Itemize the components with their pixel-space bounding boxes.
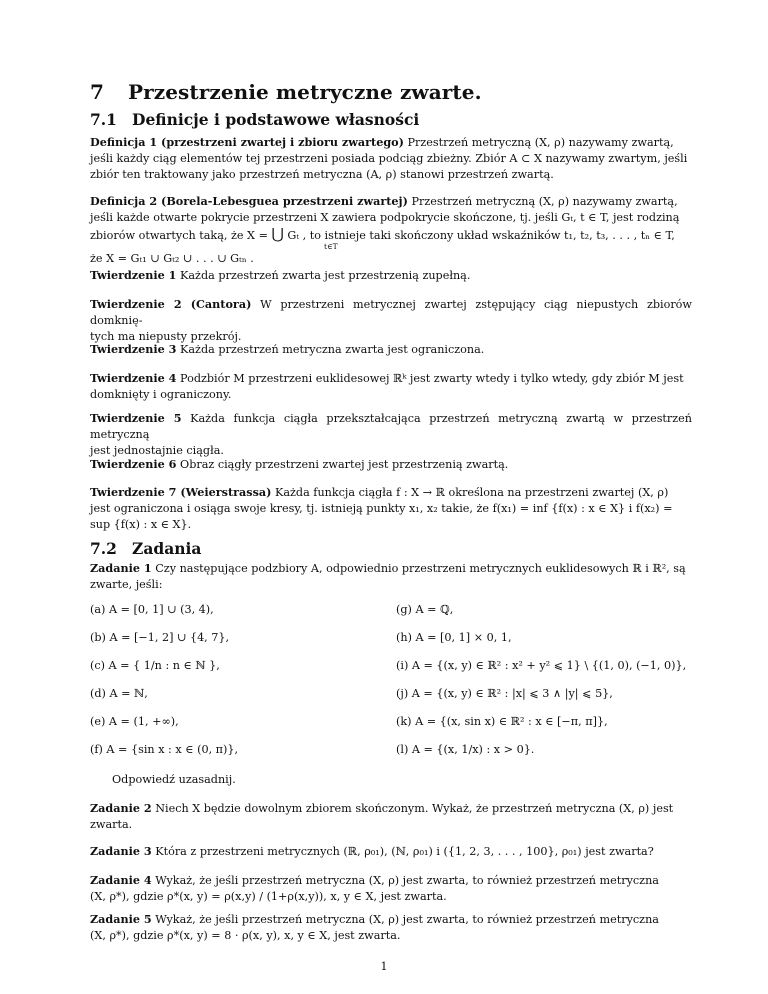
definition-1 [90,134,692,183]
definition-head: Definicja 1 (przestrzeni zwartej i zbioru zwartego) [90,135,404,149]
theorem-text: Każda funkcja ciągła przekształcająca przestrzeń metryczną zwartą w przestrzeń metryczną [90,412,692,441]
theorem-head: Twierdzenie 6 [90,457,177,471]
subsection-number: 7.1 [90,110,117,129]
theorem-text: Każda funkcja ciągła f : X → ℝ określona na przestrzeni zwartej (X, ρ) [275,486,669,499]
task-head: Zadanie 4 [90,873,152,887]
definition-text: zbiorów otwartych taką, że X = [90,229,268,242]
section-title: Przestrzenie metryczne zwarte. [128,80,482,104]
definition-text: jeśli każde otwarte pokrycie przestrzeni X zawiera podpokrycie skończone, tj. jeśli Gₜ, t ∈ T, jest rodziną [90,211,680,224]
definition-text: zbiór ten traktowany jako przestrzeń metryczna (A, ρ) stanowi przestrzeń zwartą. [90,168,554,181]
subsection-heading-1 [90,110,419,129]
theorem-5 [90,410,692,459]
theorem-head: Twierdzenie 4 [90,371,177,385]
task-1 [90,560,692,593]
task-5 [90,911,692,944]
theorem-head: Twierdzenie 5 [90,411,182,425]
list-item: (l) A = {(x, 1/x) : x > 0}. [396,743,535,756]
theorem-1 [90,267,692,284]
task-text: (X, ρ*), gdzie ρ*(x, y) = ρ(x,y) / (1+ρ(x,y)), x, y ∈ X, jest zwarta. [90,890,447,903]
theorem-text: sup {f(x) : x ∈ X}. [90,518,192,531]
list-item: (j) A = {(x, y) ∈ ℝ² : |x| ⩽ 3 ∧ |y| ⩽ 5}, [396,687,613,700]
task-4 [90,872,692,905]
definition-text: że X = Gₜ₁ ∪ Gₜ₂ ∪ . . . ∪ Gₜₙ . [90,252,254,265]
theorem-text: tych ma niepusty przekrój. [90,330,242,343]
theorem-7 [90,484,692,533]
task-text: (X, ρ*), gdzie ρ*(x, y) = 8 · ρ(x, y), x, y ∈ X, jest zwarta. [90,929,401,942]
theorem-head: Twierdzenie 7 (Weierstrassa) [90,485,272,499]
subsection-title: Definicje i podstawowe własności [132,110,420,129]
list-item: (a) A = [0, 1] ∪ (3, 4), [90,603,214,616]
task-text: Wykaż, że jeśli przestrzeń metryczna (X, ρ) jest zwarta, to również przestrzeń metryczna [155,874,659,887]
task-text: zwarta. [90,818,133,831]
theorem-2 [90,296,692,345]
theorem-head: Twierdzenie 1 [90,268,177,282]
list-item: (f) A = {sin x : x ∈ (0, π)}, [90,743,239,756]
task-2 [90,800,692,833]
definition-text: Przestrzeń metryczną (X, ρ) nazywamy zwartą, [411,195,678,208]
definition-text: Przestrzeń metryczną (X, ρ) nazywamy zwartą, [407,136,674,149]
theorem-text: Obraz ciągły przestrzeni zwartej jest przestrzenią zwartą. [180,458,509,471]
task-text: zwarte, jeśli: [90,578,163,591]
theorem-text: Podzbiór M przestrzeni euklidesowej ℝᵏ jest zwarty wtedy i tylko wtedy, gdy zbiór M jest [180,372,684,385]
page-number: 1 [380,960,388,973]
theorem-text: jest jednostajnie ciągła. [90,444,224,457]
task-head: Zadanie 3 [90,844,152,858]
definition-head: Definicja 2 (Borela-Lebesguea przestrzeni zwartej) [90,194,408,208]
task-head: Zadanie 2 [90,801,152,815]
subsection-number: 7.2 [90,539,117,558]
list-item: (h) A = [0, 1] × 0, 1, [396,631,512,644]
list-item: (d) A = ℕ, [90,687,148,700]
list-item: (g) A = ℚ, [396,603,454,616]
list-item: (b) A = [−1, 2] ∪ {4, 7}, [90,631,230,644]
task-head: Zadanie 1 [90,561,152,575]
theorem-text: jest ograniczona i osiąga swoje kresy, tj. istnieją punkty x₁, x₂ takie, że f(x₁) = inf {f(x) : x ∈ X} i f(x₂) = [90,502,673,515]
subsection-title: Zadania [132,539,202,558]
definition-2 [90,193,692,267]
theorem-3 [90,341,692,358]
theorem-head: Twierdzenie 2 (Cantora) [90,297,252,311]
task-text: Która z przestrzeni metrycznych (ℝ, ρ₀₁), (ℕ, ρ₀₁) i ({1, 2, 3, . . . , 100}, ρ₀₁) jest zwarta? [155,845,654,858]
theorem-text: Każda przestrzeń metryczna zwarta jest ograniczona. [180,343,485,356]
definition-text: Gₜ , to istnieje taki skończony układ wskaźników t₁, t₂, t₃, . . . , tₙ ∈ T, [287,229,675,242]
theorem-text: Każda przestrzeń zwarta jest przestrzenią zupełną. [180,269,471,282]
list-item: (i) A = {(x, y) ∈ ℝ² : x² + y² ⩽ 1} \ {(1, 0), (−1, 0)}, [396,659,687,672]
theorem-6 [90,456,692,473]
union-symbol: ⋃ [271,225,284,243]
task-1-list [90,603,690,778]
list-item: (e) A = (1, +∞), [90,715,179,728]
task-1-answer-note: Odpowiedź uzasadnij. [112,773,236,786]
task-head: Zadanie 5 [90,912,152,926]
theorem-text: domknięty i ograniczony. [90,388,232,401]
list-item: (k) A = {(x, sin x) ∈ ℝ² : x ∈ [−π, π]}, [396,715,608,728]
section-number: 7 [90,80,105,104]
task-text: Wykaż, że jeśli przestrzeń metryczna (X, ρ) jest zwarta, to również przestrzeń metryczna [155,913,659,926]
list-item: (c) A = { 1/n : n ∈ ℕ }, [90,659,220,672]
theorem-4 [90,370,692,403]
subsection-heading-2 [90,539,201,558]
section-heading [90,80,482,104]
definition-text: jeśli każdy ciąg elementów tej przestrzeni posiada podciąg zbieżny. Zbiór A ⊂ X nazywamy zwartym, jeśli [90,152,688,165]
task-3 [90,843,692,860]
task-text: Niech X będzie dowolnym zbiorem skończonym. Wykaż, że przestrzeń metryczna (X, ρ) jest [155,802,674,815]
theorem-head: Twierdzenie 3 [90,342,177,356]
task-text: Czy następujące podzbiory A, odpowiednio przestrzeni metrycznych euklidesowych ℝ i ℝ², są [155,562,686,575]
theorem-text: W przestrzeni metrycznej zwartej zstępujący ciąg niepustych zbiorów domknię- [90,298,692,327]
union-subscript: t∈T [324,242,338,251]
